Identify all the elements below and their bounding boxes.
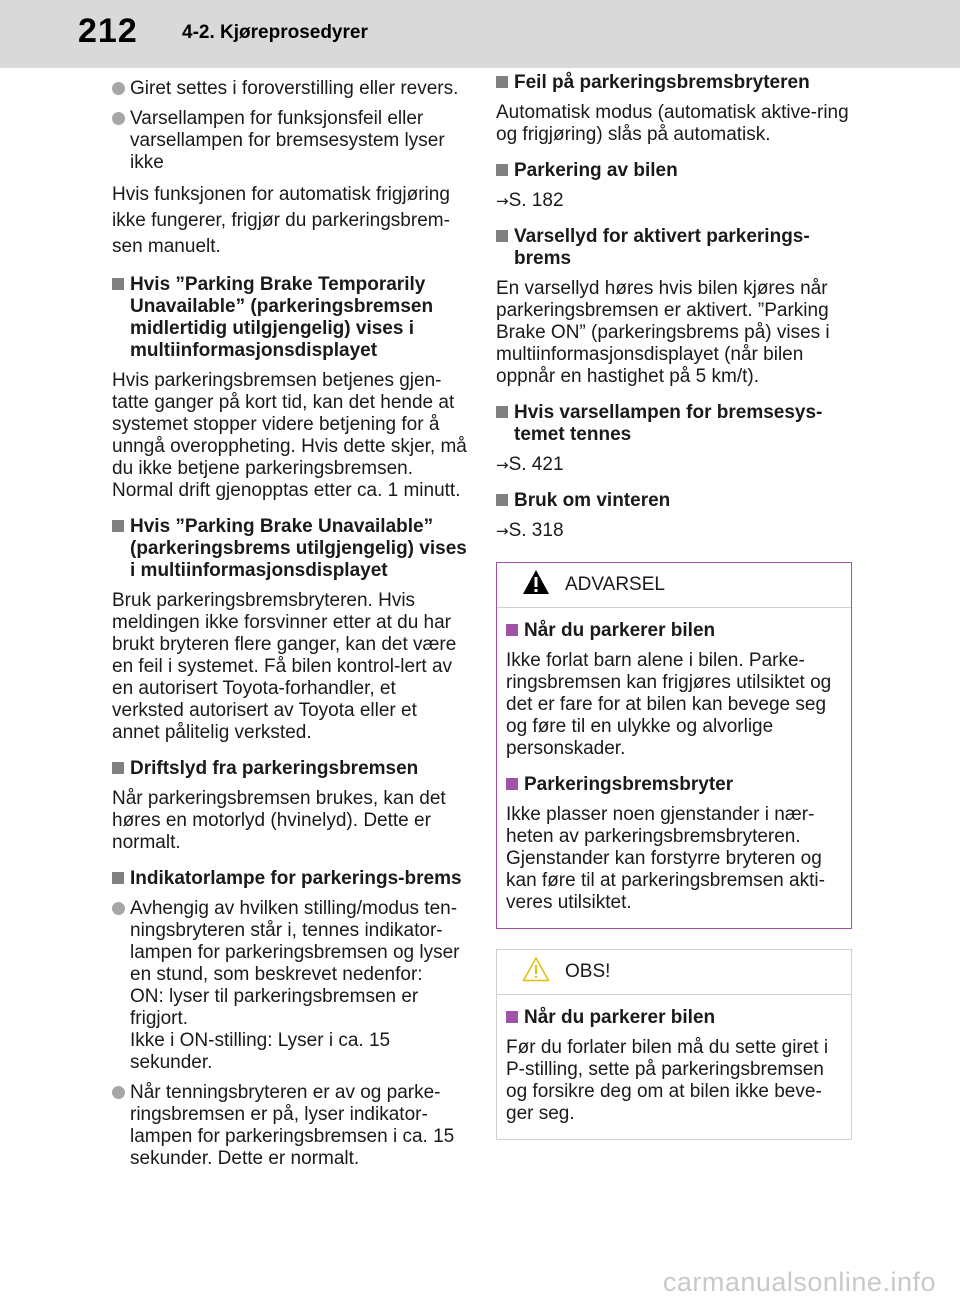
section-heading: Når du parkerer bilen xyxy=(506,1007,842,1029)
square-bullet-icon xyxy=(112,278,124,290)
section-heading: Hvis varsellampen for bremsesys-temet tennes xyxy=(496,402,852,446)
bullet-dot-icon xyxy=(112,112,125,125)
warning-title: ADVARSEL xyxy=(565,574,665,595)
paragraph: Før du forlater bilen må du sette giret i P-stilling, sette på parkeringsbremsen og forsikre deg om at bilen ikke beve-ger seg. xyxy=(506,1037,829,1124)
notice-body xyxy=(497,1007,851,1139)
paragraph: Hvis parkeringsbremsen betjenes gjen-tatte ganger på kort tid, kan det hende at systemet stopper videre betjening for å unngå overoppheting. Hvis dette skjer, må du ikke betjene parkeringsbremsen. Normal drift gjenopptas etter ca. 1 minutt. xyxy=(112,370,467,501)
warning-header xyxy=(497,563,851,608)
warning-box xyxy=(496,562,852,929)
left-column xyxy=(112,70,468,1170)
notice-title: OBS! xyxy=(565,961,611,982)
arrow-right-icon: → xyxy=(496,192,509,210)
bullet-dot-icon xyxy=(112,1086,125,1099)
notice-box xyxy=(496,949,852,1140)
watermark: carmanualsonline.info xyxy=(662,1267,936,1297)
square-bullet-icon xyxy=(506,778,518,790)
section-heading: Parkering av bilen xyxy=(496,160,852,182)
notice-header xyxy=(497,950,851,995)
right-column xyxy=(496,70,852,1140)
square-bullet-icon xyxy=(496,494,508,506)
paragraph: Når parkeringsbremsen brukes, kan det høres en motorlyd (hvinelyd). Dette er normalt. xyxy=(112,788,446,853)
arrow-right-icon: → xyxy=(496,522,509,540)
paragraph: En varsellyd høres hvis bilen kjøres når parkeringsbremsen er aktivert. ”Parking Brake ON” (parkeringsbrems på) vises i multiinformasjonsdisplayet (når bilen oppnår en hastighet på 5 km/t). xyxy=(496,278,830,387)
section-heading: Når du parkerer bilen xyxy=(506,620,842,642)
section-heading: Feil på parkeringsbremsbryteren xyxy=(496,72,852,94)
page-reference: →S. 318 xyxy=(496,520,564,541)
chapter-title: 4-2. Kjøreprosedyrer xyxy=(182,22,368,43)
bullet-item: Når tenningsbryteren er av og parke-ringsbremsen er på, lyser indikator-lampen for parkeringsbremsen i ca. 15 sekunder. Dette er normalt. xyxy=(112,1082,468,1170)
square-bullet-icon xyxy=(112,762,124,774)
paragraph: Ikke forlat barn alene i bilen. Parke-ringsbremsen kan frigjøres utilsiktet og det er fare for at bilen kan bevege seg og føre til en ulykke og alvorlige personskader. xyxy=(506,650,832,759)
section-heading: Driftslyd fra parkeringsbremsen xyxy=(112,758,468,780)
section-heading: Parkeringsbremsbryter xyxy=(506,774,842,796)
arrow-right-icon: → xyxy=(496,456,509,474)
square-bullet-icon xyxy=(112,520,124,532)
page-number: 212 xyxy=(78,12,138,50)
square-bullet-icon xyxy=(496,164,508,176)
square-bullet-icon xyxy=(506,1011,518,1023)
paragraph: Hvis funksjonen for automatisk frigjøring ikke fungerer, frigjør du parkeringsbrem-sen manuelt. xyxy=(112,184,450,257)
paragraph: Bruk parkeringsbremsbryteren. Hvis meldingen ikke forsvinner etter at du har brukt bryteren flere ganger, kan det være en feil i systemet. Få bilen kontrol-lert av en autorisert Toyota-forhandler, et verksted autorisert av Toyota eller et annet pålitelig verksted. xyxy=(112,590,457,743)
bullet-item: Avhengig av hvilken stilling/modus ten-ningsbryteren står i, tennes indikator-lampen for parkeringsbremsen og lyser en stund, som beskrevet nedenfor: ON: lyser til parkeringsbremsen er frigjort. Ikke i ON-stilling: Lyser i ca. 15 sekunder. xyxy=(112,898,468,1074)
paragraph: Ikke plasser noen gjenstander i nær-heten av parkeringsbremsbryteren. Gjenstander kan forstyrre bryteren og kan føre til at parkeringsbremsen akti-veres utilsiktet. xyxy=(506,804,825,913)
bullet-item: Varsellampen for funksjonsfeil eller varsellampen for bremsesystem lyser ikke xyxy=(112,108,468,174)
warning-triangle-icon xyxy=(522,569,550,595)
page-header xyxy=(0,0,960,68)
section-heading: Indikatorlampe for parkerings-brems xyxy=(112,868,468,890)
square-bullet-icon xyxy=(496,230,508,242)
section-heading: Hvis ”Parking Brake Temporarily Unavailable” (parkeringsbremsen midlertidig utilgjengelig) vises i multiinformasjonsdisplayet xyxy=(112,274,468,362)
warning-body xyxy=(497,620,851,928)
bullet-item: Giret settes i foroverstilling eller revers. xyxy=(112,78,468,100)
square-bullet-icon xyxy=(496,406,508,418)
page-reference: →S. 421 xyxy=(496,454,564,475)
square-bullet-icon xyxy=(496,76,508,88)
section-heading: Bruk om vinteren xyxy=(496,490,852,512)
paragraph: Automatisk modus (automatisk aktive-ring og frigjøring) slås på automatisk. xyxy=(496,102,849,145)
section-heading: Hvis ”Parking Brake Unavailable” (parkeringsbrems utilgjengelig) vises i multiinformasjonsdisplayet xyxy=(112,516,468,582)
section-heading: Varsellyd for aktivert parkerings-brems xyxy=(496,226,852,270)
square-bullet-icon xyxy=(112,872,124,884)
square-bullet-icon xyxy=(506,624,518,636)
bullet-dot-icon xyxy=(112,902,125,915)
page-reference: →S. 182 xyxy=(496,190,564,211)
caution-triangle-icon xyxy=(522,956,550,982)
bullet-dot-icon xyxy=(112,82,125,95)
